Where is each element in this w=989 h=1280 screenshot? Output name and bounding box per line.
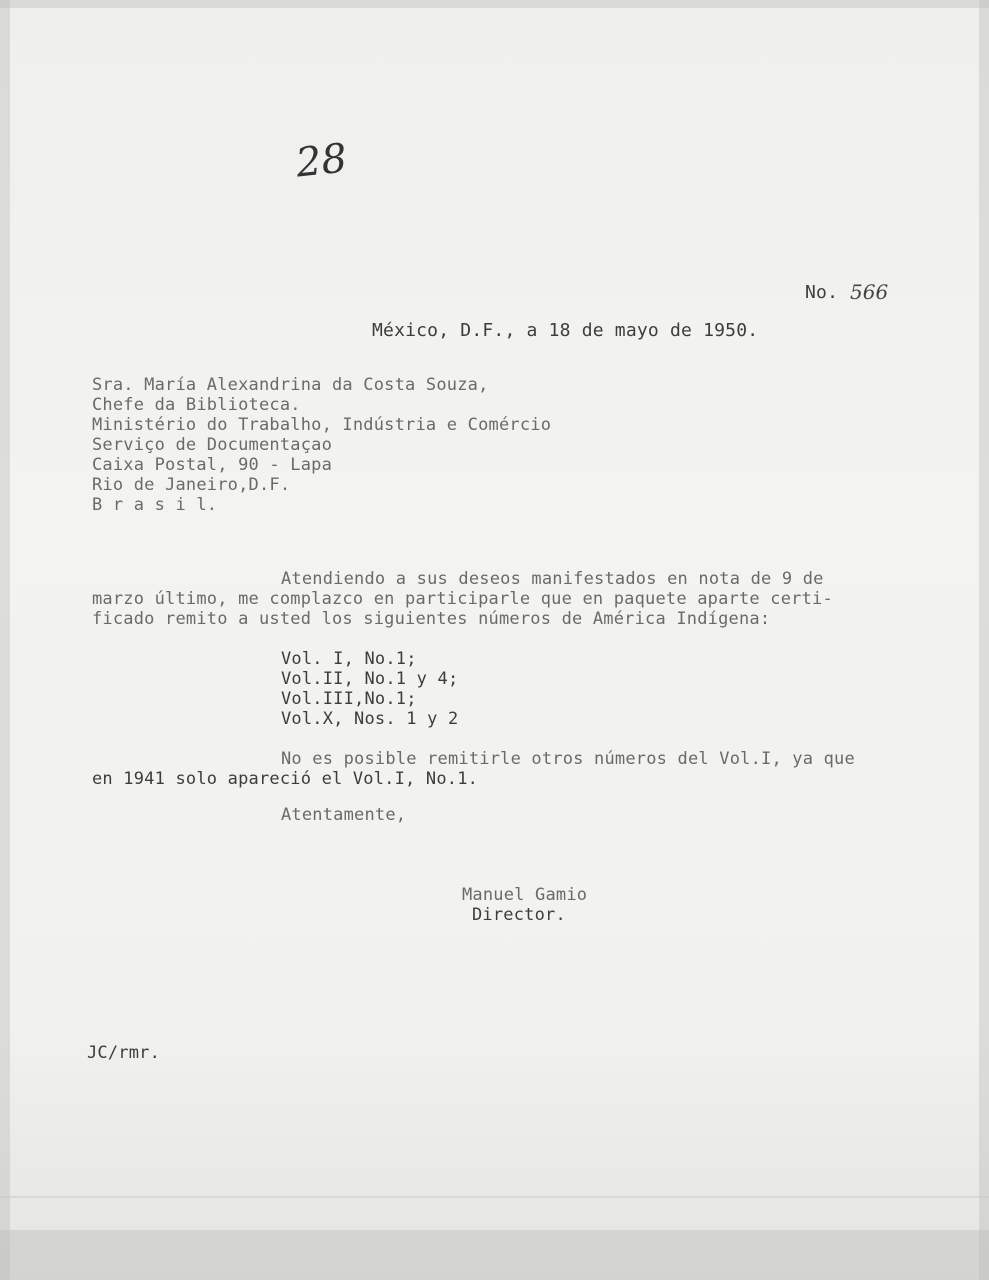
closing-line: Atentamente,: [281, 805, 407, 825]
signer-name: Manuel Gamio: [462, 885, 588, 905]
signer-title: Director.: [472, 905, 566, 925]
body-line: marzo último, me complazco en participarle que en paquete aparte certi-: [92, 589, 833, 609]
address-line: Sra. María Alexandrina da Costa Souza,: [92, 375, 489, 395]
address-line: Chefe da Biblioteca.: [92, 395, 301, 415]
address-line: Rio de Janeiro,D.F.: [92, 475, 291, 495]
volume-item: Vol. I, No.1;: [281, 649, 417, 669]
body-line: ficado remito a usted los siguientes números de América Indígena:: [92, 609, 771, 629]
document-number-value: 566: [850, 280, 889, 304]
handwritten-page-mark: 28: [293, 135, 350, 187]
top-edge-shadow: [0, 0, 989, 8]
address-line: Serviço de Documentaçao: [92, 435, 333, 455]
body-line: No es posible remitirle otros números del Vol.I, ya que: [281, 749, 855, 769]
body-line: Atendiendo a sus deseos manifestados en nota de 9 de: [281, 569, 824, 589]
paper-crease: [0, 1196, 989, 1198]
date-line: México, D.F., a 18 de mayo de 1950.: [372, 320, 759, 341]
reference-initials: JC/rmr.: [87, 1043, 161, 1063]
right-edge-shadow: [979, 0, 989, 1280]
left-edge-shadow: [0, 0, 10, 1280]
document-number-label: No.: [805, 282, 839, 303]
volume-item: Vol.II, No.1 y 4;: [281, 669, 459, 689]
address-line: Caixa Postal, 90 - Lapa: [92, 455, 333, 475]
body-line: en 1941 solo apareció el Vol.I, No.1.: [92, 769, 479, 789]
address-line: Ministério do Trabalho, Indústria e Comércio: [92, 415, 552, 435]
address-line: B r a s i l.: [92, 495, 218, 515]
volume-item: Vol.III,No.1;: [281, 689, 417, 709]
bottom-edge-shadow: [0, 1230, 989, 1280]
volume-item: Vol.X, Nos. 1 y 2: [281, 709, 459, 729]
